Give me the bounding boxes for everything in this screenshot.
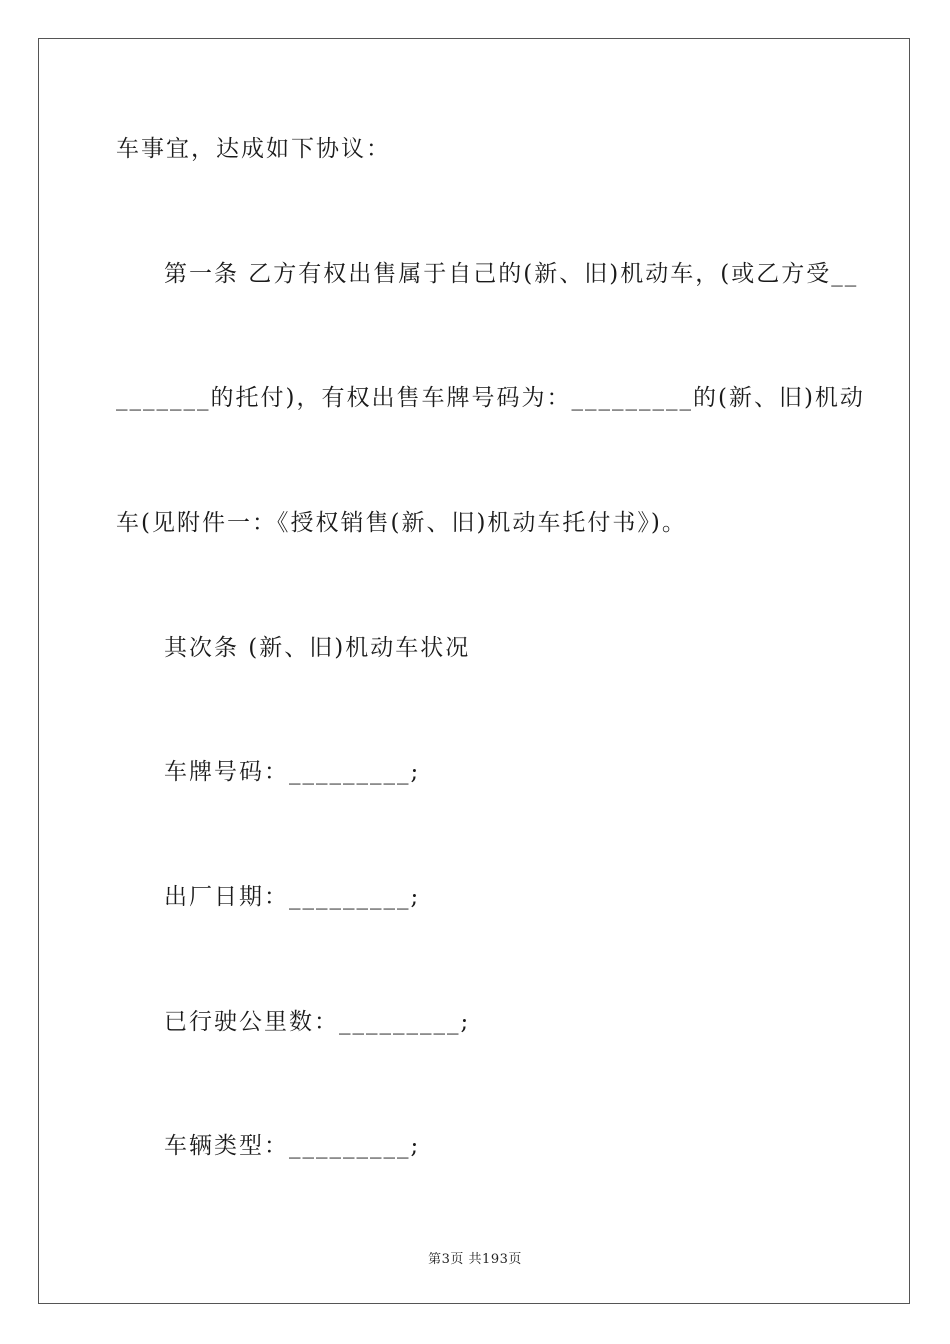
page-border bbox=[38, 38, 910, 1304]
page-footer: 第3页 共193页 bbox=[428, 1252, 522, 1267]
plate-number-field: 车牌号码：_________; bbox=[164, 759, 421, 785]
paragraph-line: 车事宜，达成如下协议： bbox=[116, 136, 391, 162]
manufacture-date-field: 出厂日期：_________; bbox=[164, 884, 421, 910]
mileage-field: 已行驶公里数：_________; bbox=[164, 1009, 471, 1035]
article-two-heading: 其次条 (新、旧)机动车状况 bbox=[164, 635, 471, 661]
article-one-line-1: 第一条 乙方有权出售属于自己的(新、旧)机动车，(或乙方受__ bbox=[164, 261, 859, 287]
article-one-line-2: _______的托付)，有权出售车牌号码为：_________的(新、旧)机动 bbox=[116, 385, 865, 411]
article-one-line-3: 车(见附件一：《授权销售(新、旧)机动车托付书》)。 bbox=[116, 510, 687, 536]
vehicle-type-field: 车辆类型：_________; bbox=[164, 1133, 421, 1159]
